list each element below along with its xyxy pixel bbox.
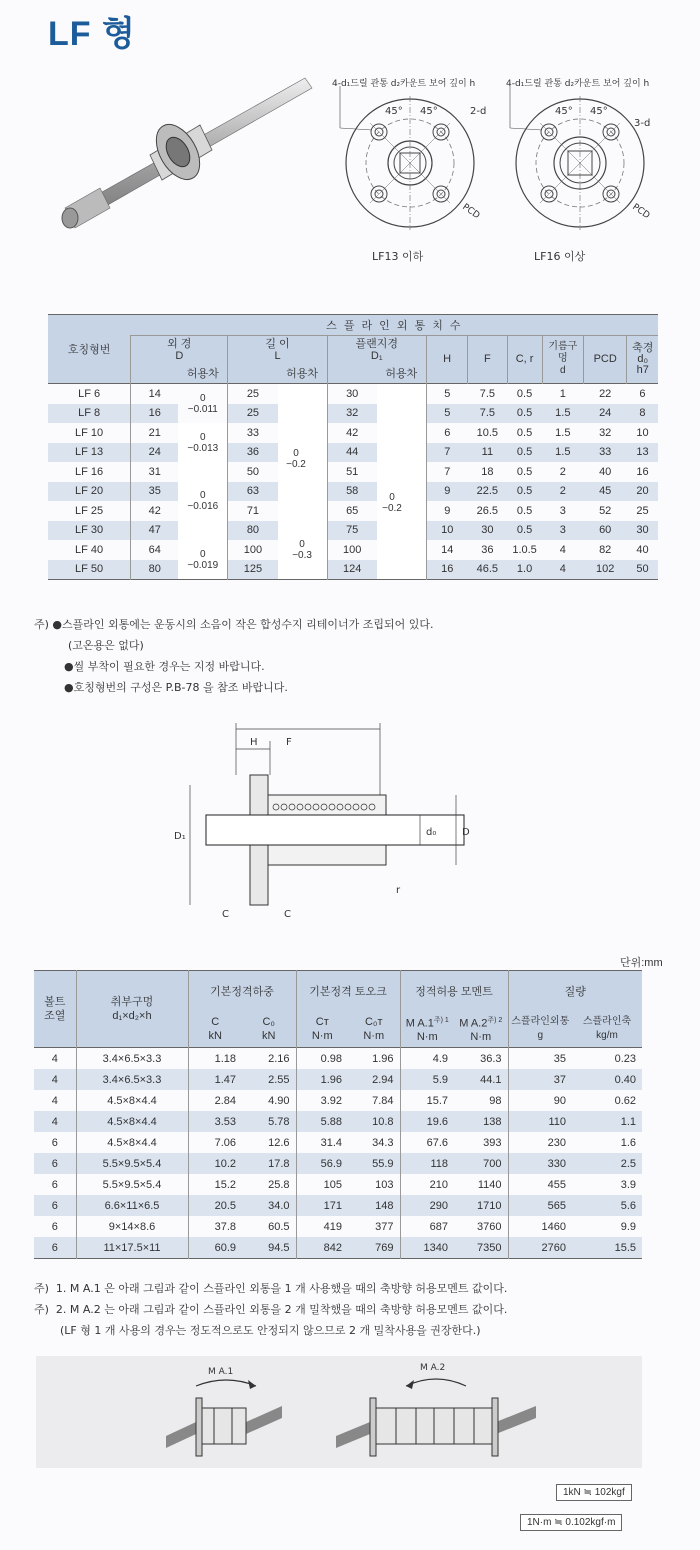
table-row	[34, 1237, 642, 1259]
cell-C0: 5.78	[268, 1115, 290, 1128]
table-row	[34, 1153, 642, 1174]
cell-MA1: 118	[400, 1153, 454, 1174]
col-MA2: M $A.2^{주) 2}$ N·m	[454, 1011, 508, 1048]
right-caption: LF16 이상	[534, 250, 586, 263]
cell-MA2: 1140	[477, 1178, 502, 1191]
cell-CT: 842	[296, 1237, 348, 1259]
table-row	[34, 1111, 642, 1132]
cell-MA2: 98	[489, 1094, 502, 1107]
cell-mo: 455	[508, 1174, 572, 1195]
cell-mo: 330	[508, 1153, 572, 1174]
cell-C0T: 148	[375, 1199, 394, 1212]
cell-C0T: 769	[375, 1241, 394, 1254]
cell-MA2: 1710	[477, 1199, 502, 1212]
cell-C: 3.53	[188, 1111, 242, 1132]
table-row	[34, 1048, 642, 1070]
cell-MA1: 4.9	[400, 1048, 454, 1070]
table-row: LF 40 64 0 −0.019 100 100 14 36 1.0.5 4 82 40	[48, 540, 658, 560]
tol-D1: 0 −0.2	[382, 492, 402, 514]
cell-bolt: 4	[51, 1073, 58, 1086]
cell-C0: 2.16	[268, 1052, 290, 1065]
cell-C0T: 34.3	[372, 1136, 394, 1149]
cell-bolt: 6	[51, 1157, 58, 1170]
flange-diagram-lf16	[500, 68, 660, 253]
col-mass-outer: 스플라인외통 g	[508, 1011, 572, 1048]
tol-L-1: 0 −0.2	[286, 448, 306, 470]
grp-mass: 질량	[508, 971, 642, 1012]
grp-moment: 정적허용 모멘트	[400, 971, 508, 1012]
angle-label: 45°	[385, 106, 403, 117]
cell-hole: 3.4×6.5×3.3	[76, 1048, 188, 1070]
table-row	[34, 1216, 642, 1237]
cell-CT: 0.98	[296, 1048, 348, 1070]
col-C0T: C₀ᴛ N·m	[348, 1011, 400, 1048]
spec-table-dimensions	[48, 314, 658, 580]
cell-bolt: 6	[51, 1241, 58, 1254]
cell-C0T: 103	[375, 1178, 394, 1191]
cell-MA1: 67.6	[400, 1132, 454, 1153]
cell-mo: 565	[508, 1195, 572, 1216]
cell-MA2: 393	[483, 1136, 502, 1149]
cell-C: 2.84	[188, 1090, 242, 1111]
tol-head: 허용차	[278, 364, 328, 384]
cell-C0: 4.90	[268, 1094, 290, 1107]
cell-ms: 3.9	[620, 1178, 636, 1191]
header-group: 스 플 라 인 외 통 치 수	[131, 315, 658, 336]
cell-bolt: 4	[51, 1052, 58, 1065]
page-title: LF 형	[48, 15, 136, 53]
cell-MA2: 700	[483, 1157, 502, 1170]
cell-ms: 1.1	[620, 1115, 636, 1128]
cell-hole: 3.4×6.5×3.3	[76, 1069, 188, 1090]
cell-C0T: 2.94	[372, 1073, 394, 1086]
cell-C: 1.47	[188, 1069, 242, 1090]
cell-ms: 1.6	[620, 1136, 636, 1149]
cell-C0: 17.8	[268, 1157, 290, 1170]
cell-mo: 230	[508, 1132, 572, 1153]
cell-ms: 15.5	[614, 1241, 636, 1254]
cell-mo: 2760	[508, 1237, 572, 1259]
notes-section-2: 주) 1. M A.1 은 아래 그림과 같이 스플라인 외통을 1 개 사용했을 때의 축방향 허용모멘트 값이다. 주) 2. M A.2 는 아래 그림과 같이 스플라인 외통을 2 개 밀착했을 때의 축방향 허용모멘트 값이다. (LF 형 1 개 사용의 경우는 정도적으로도 안정되지 않으므로 2 개 밀착사용을 권장한다.)	[34, 1282, 508, 1337]
col-PCD: PCD	[583, 335, 626, 384]
left-caption: LF13 이하	[372, 250, 424, 263]
label-F: F	[286, 737, 292, 748]
table-row: LF 16 31 50 51 7 18 0.5 2 40 16	[48, 462, 658, 482]
ma2-label: M A.2	[420, 1363, 446, 1373]
grp-torque: 기본정격 토오크	[296, 971, 400, 1012]
cell-CT: 1.96	[296, 1069, 348, 1090]
table-row: LF 30 47 80 0 −0.3 75 10 30 0.5 3 60 30	[48, 521, 658, 541]
table-row: LF 13 24 36 44 7 11 0.5 1.5 33 13	[48, 443, 658, 463]
cell-C0: 12.6	[268, 1136, 290, 1149]
flange-diagram-lf13	[330, 68, 490, 253]
cell-bolt: 6	[51, 1136, 58, 1149]
cell-ms: 2.5	[620, 1157, 636, 1170]
cell-C0: 94.5	[268, 1241, 290, 1254]
cell-MA1: 19.6	[400, 1111, 454, 1132]
cell-mo: 35	[508, 1048, 572, 1070]
cell-C: 15.2	[188, 1174, 242, 1195]
cell-ms: 0.62	[614, 1094, 636, 1107]
col-CT: Cᴛ N·m	[296, 1011, 348, 1048]
cell-hole: 4.5×8×4.4	[76, 1111, 188, 1132]
cell-CT: 105	[296, 1174, 348, 1195]
cell-MA1: 290	[400, 1195, 454, 1216]
table-row: LF 8 16 25 32 5 7.5 0.5 1.5 24 8	[48, 404, 658, 424]
cell-C: 10.2	[188, 1153, 242, 1174]
label-D1: D₁	[174, 831, 186, 842]
pcd-label: PCD	[630, 202, 652, 222]
cell-CT: 5.88	[296, 1111, 348, 1132]
spec-table-ratings	[34, 970, 642, 1259]
cell-hole: 6.6×11×6.5	[76, 1195, 188, 1216]
cell-mo: 110	[508, 1111, 572, 1132]
table-row: LF 6 14 0 −0.011 25 30 5 7.5 0.5 1 22 6	[48, 384, 658, 404]
col-C: C kN	[188, 1011, 242, 1048]
cell-C0T: 7.84	[372, 1094, 394, 1107]
col-mass-shaft: 스플라인축 kg/m	[572, 1011, 642, 1048]
table-row	[34, 1069, 642, 1090]
cell-MA2: 44.1	[480, 1073, 502, 1086]
cell-CT: 3.92	[296, 1090, 348, 1111]
cell-C0T: 55.9	[372, 1157, 394, 1170]
table-row	[34, 1090, 642, 1111]
grp-load: 기본정격하중	[188, 971, 296, 1012]
cell-MA1: 5.9	[400, 1069, 454, 1090]
col-bolt: 볼트 조열	[34, 971, 76, 1048]
hole-label: 2-d	[470, 106, 487, 117]
cell-ms: 0.23	[614, 1052, 636, 1065]
cell-C0: 60.5	[268, 1220, 290, 1233]
col-D: 외 경 D	[131, 335, 228, 364]
col-Cr: C, r	[507, 335, 542, 384]
cell-MA1: 15.7	[400, 1090, 454, 1111]
cell-C0T: 1.96	[372, 1052, 394, 1065]
right-note: 4-d₁드릴 관통 d₂카운트 보어 깊이 h	[506, 79, 650, 89]
table-row	[34, 1132, 642, 1153]
ma1-label: M A.1	[208, 1367, 234, 1377]
cell-bolt: 4	[51, 1115, 58, 1128]
cell-ms: 0.40	[614, 1073, 636, 1086]
col-d: 기름구멍 d	[542, 335, 583, 384]
cell-hole: 4.5×8×4.4	[76, 1132, 188, 1153]
hole-label: 3-d	[634, 118, 651, 129]
cell-C: 1.18	[188, 1048, 242, 1070]
section-diagram	[170, 715, 500, 930]
cell-C0: 2.55	[268, 1073, 290, 1086]
tol-head: 허용차	[377, 364, 427, 384]
cell-bolt: 6	[51, 1178, 58, 1191]
label-r: r	[396, 885, 401, 896]
angle-label: 45°	[590, 106, 608, 117]
col-d0: 축경 d₀ h7	[627, 335, 658, 384]
cell-hole: 4.5×8×4.4	[76, 1090, 188, 1111]
cell-mo: 1460	[508, 1216, 572, 1237]
cell-MA1: 1340	[400, 1237, 454, 1259]
tol-head: 허용차	[178, 364, 228, 384]
cell-hole: 9×14×8.6	[76, 1216, 188, 1237]
cell-C: 20.5	[188, 1195, 242, 1216]
col-D1: 플랜지경 D₁	[327, 335, 426, 364]
cell-MA2: 3760	[477, 1220, 502, 1233]
label-H: H	[250, 737, 258, 748]
cell-hole: 11×17.5×11	[76, 1237, 188, 1259]
unit-kn: 1kN ≒ 102kgf	[556, 1484, 632, 1501]
angle-label: 45°	[555, 106, 573, 117]
pcd-label: PCD	[460, 202, 482, 222]
table-row: LF 10 21 0 −0.013 33 42 6 10.5 0.5 1.5 32 10	[48, 423, 658, 443]
cell-CT: 419	[296, 1216, 348, 1237]
col-hole: 취부구멍 d₁×d₂×h	[76, 971, 188, 1048]
label-d0: d₀	[426, 827, 437, 838]
cell-C0T: 10.8	[372, 1115, 394, 1128]
label-D: D	[462, 827, 470, 838]
cell-C: 37.8	[188, 1216, 242, 1237]
label-C: C	[222, 909, 229, 920]
cell-C0: 34.0	[268, 1199, 290, 1212]
col-L: 길 이 L	[228, 335, 327, 364]
cell-CT: 56.9	[296, 1153, 348, 1174]
cell-bolt: 6	[51, 1220, 58, 1233]
table-row	[34, 1174, 642, 1195]
label-C: C	[284, 909, 291, 920]
table-row	[34, 1195, 642, 1216]
cell-bolt: 4	[51, 1094, 58, 1107]
product-photo	[50, 60, 320, 240]
col-F: F	[468, 335, 507, 384]
table-row: LF 20 35 0 −0.016 63 58 9 22.5 0.5 2 45 20	[48, 482, 658, 502]
table-row: LF 25 42 71 65 9 26.5 0.5 3 52 25	[48, 501, 658, 521]
cell-C: 7.06	[188, 1132, 242, 1153]
angle-label: 45°	[420, 106, 438, 117]
cell-MA2: 138	[483, 1115, 502, 1128]
table-row: LF 50 80 125 124 16 46.5 1.0 4 102 50	[48, 560, 658, 580]
cell-mo: 37	[508, 1069, 572, 1090]
cell-MA2: 7350	[477, 1241, 502, 1254]
cell-C: 60.9	[188, 1237, 242, 1259]
cell-MA1: 687	[400, 1216, 454, 1237]
cell-ms: 9.9	[620, 1220, 636, 1233]
cell-MA2: 36.3	[480, 1052, 502, 1065]
cell-bolt: 6	[51, 1199, 58, 1212]
notes-section-1: 주) ●스플라인 외통에는 운동시의 소음이 작은 합성수지 리테이너가 조립되어 있다. (고온용은 없다) ●씰 부착이 필요한 경우는 지정 바랍니다. ●호칭형번의 구성은 P.B-78 을 참조 바랍니다.	[34, 618, 434, 694]
cell-hole: 5.5×9.5×5.4	[76, 1153, 188, 1174]
col-C0: C₀ kN	[242, 1011, 296, 1048]
moment-diagram	[36, 1356, 642, 1468]
col-model: 호칭형번	[48, 315, 131, 384]
cell-C0: 25.8	[268, 1178, 290, 1191]
cell-mo: 90	[508, 1090, 572, 1111]
unit-nm: 1N·m ≒ 0.102kgf·m	[520, 1514, 622, 1531]
cell-CT: 31.4	[296, 1132, 348, 1153]
cell-CT: 171	[296, 1195, 348, 1216]
cell-ms: 5.6	[620, 1199, 636, 1212]
left-note: 4-d₁드릴 관통 d₂카운트 보어 깊이 h	[332, 79, 476, 89]
unit-label: 단위:mm	[620, 957, 663, 969]
col-MA1: M $A.1^{주) 1}$ N·m	[400, 1011, 454, 1048]
cell-MA1: 210	[400, 1174, 454, 1195]
col-H: H	[426, 335, 467, 384]
cell-C0T: 377	[375, 1220, 394, 1233]
cell-hole: 5.5×9.5×5.4	[76, 1174, 188, 1195]
